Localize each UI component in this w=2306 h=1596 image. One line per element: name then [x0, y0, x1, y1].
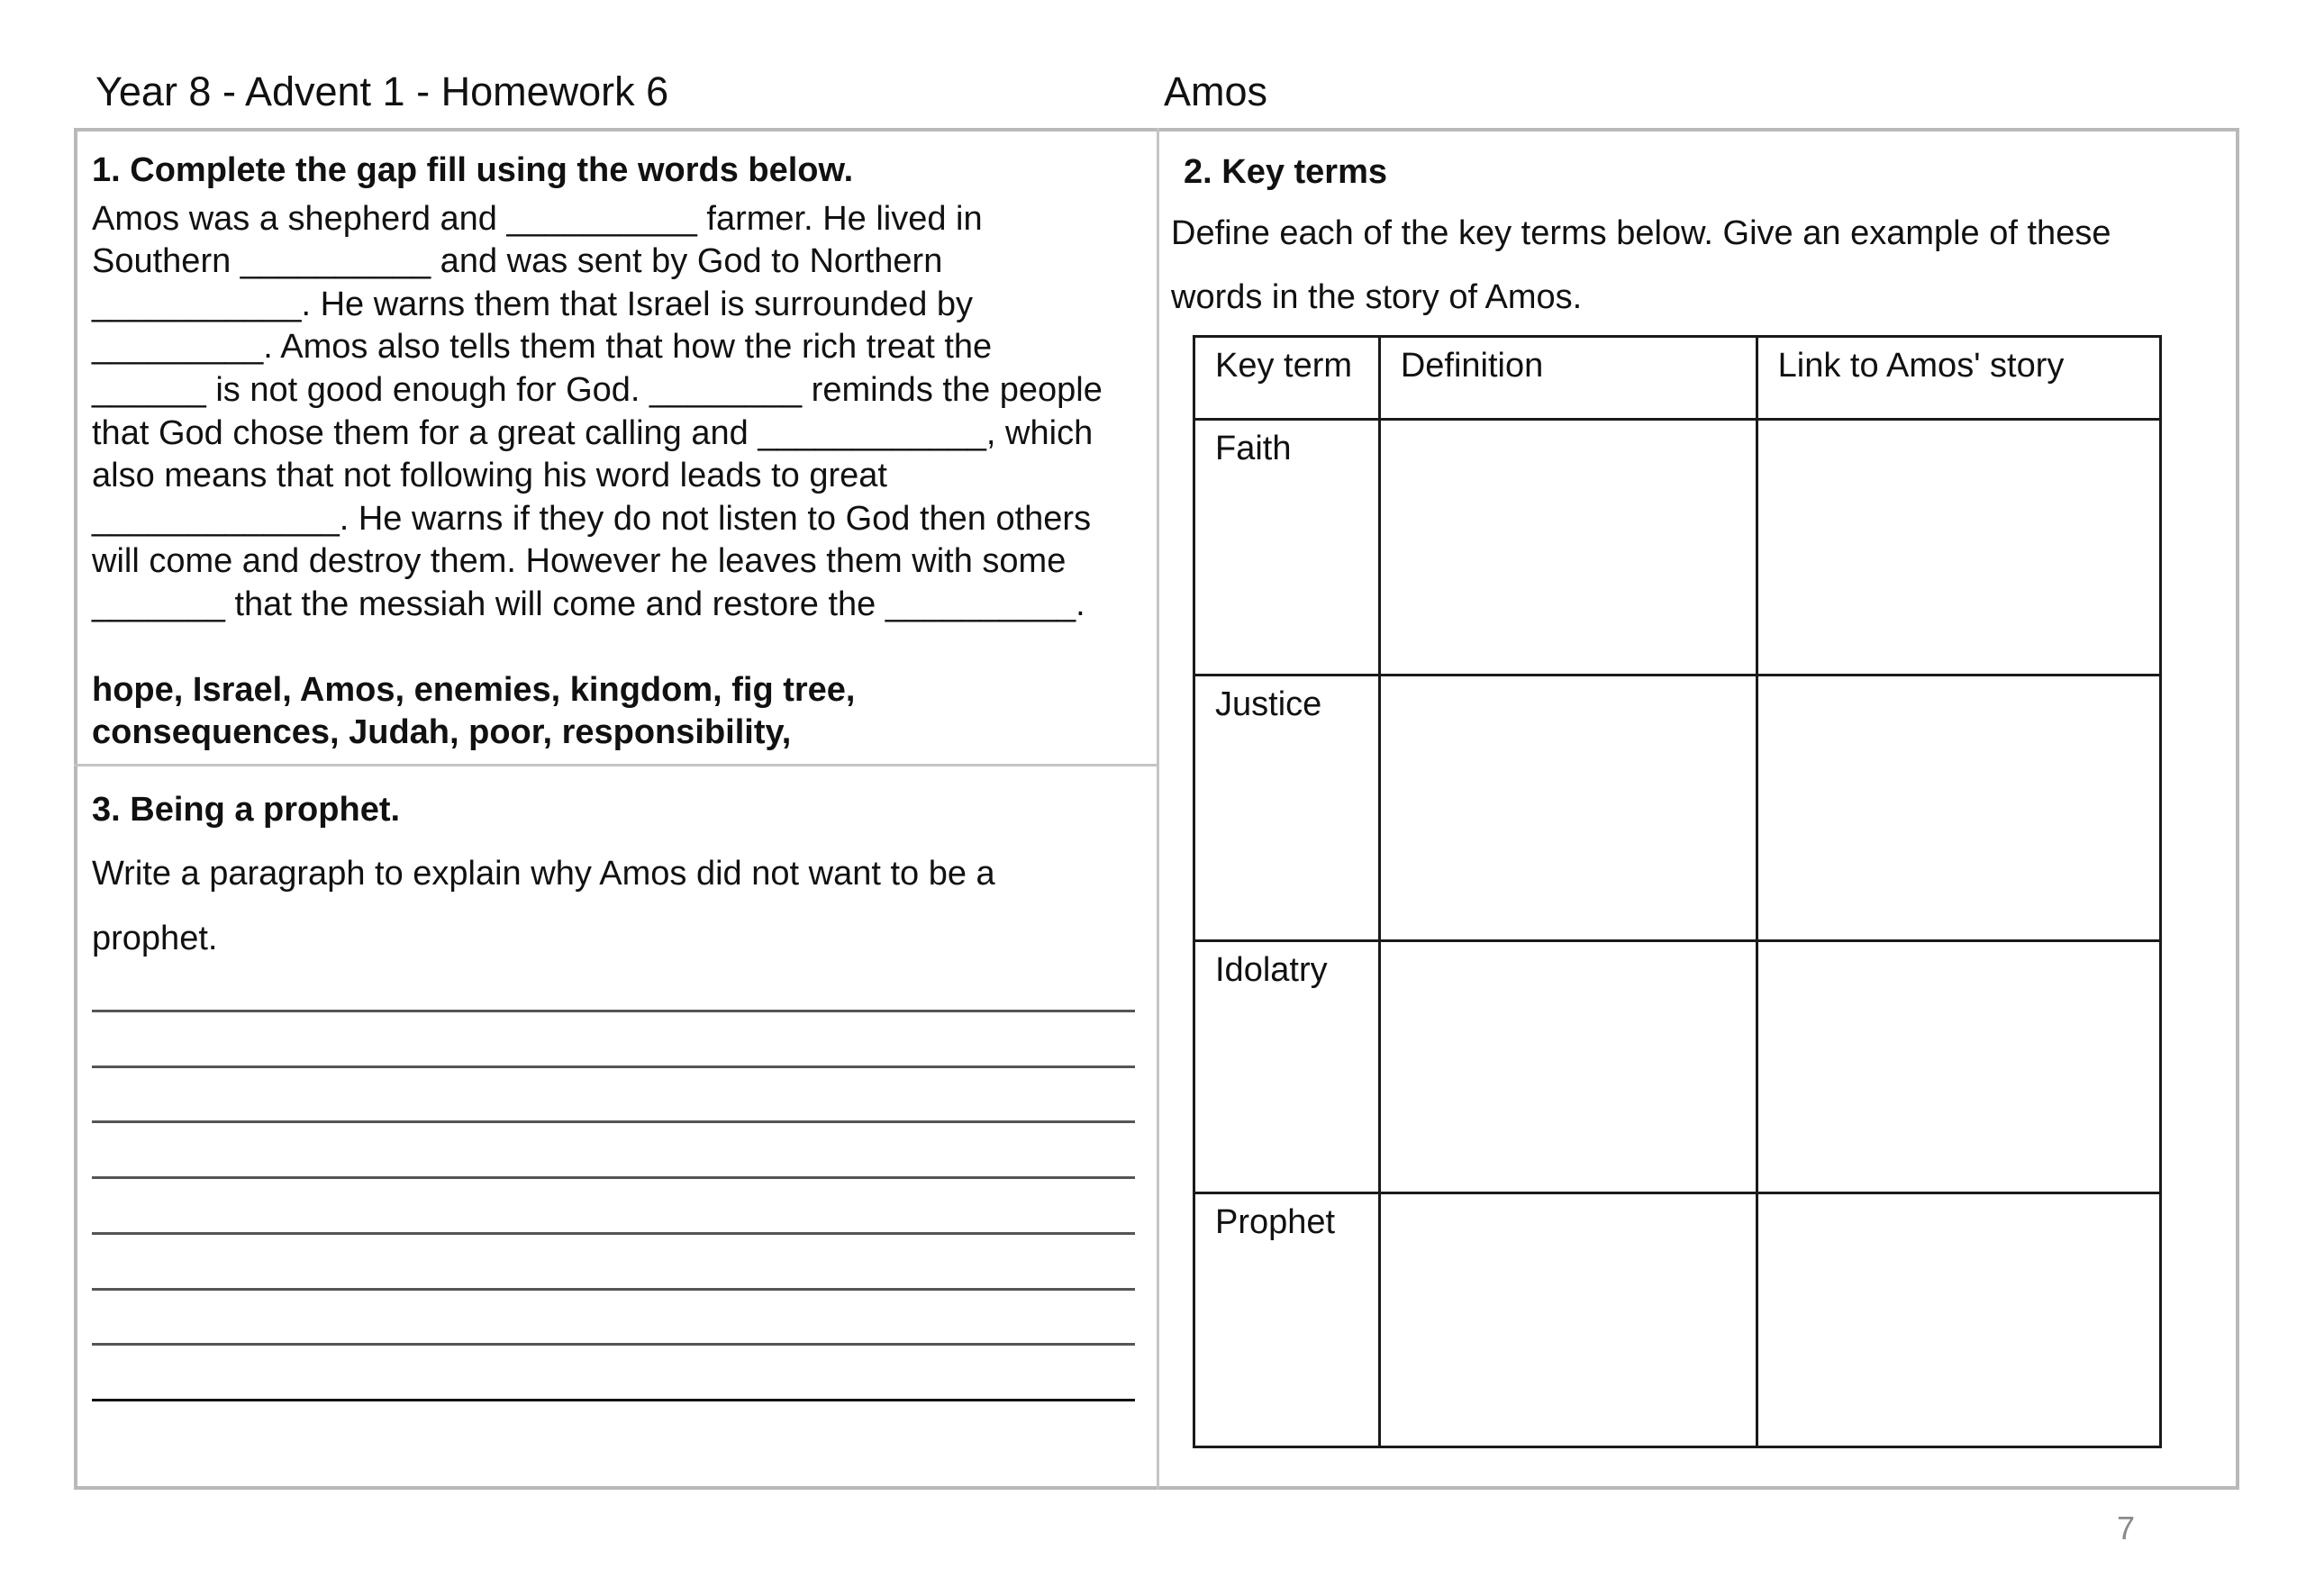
- prophet-instructions: Write a paragraph to explain why Amos did not want to be a prophet.: [92, 855, 995, 957]
- definition-cell[interactable]: [1379, 420, 1757, 676]
- gap-fill-section: [92, 150, 1155, 755]
- column-divider: [1157, 128, 1159, 1490]
- column-header-link: Link to Amos' story: [1757, 337, 2160, 420]
- worksheet-subject: Amos: [1164, 68, 1268, 114]
- prophet-heading: 3. Being a prophet.: [92, 791, 401, 829]
- definition-cell[interactable]: [1379, 1193, 1757, 1447]
- answer-line[interactable]: [92, 1010, 1135, 1012]
- table-row: [1194, 941, 2161, 1193]
- answer-line[interactable]: [92, 1343, 1135, 1346]
- key-terms-heading: 2. Key terms: [1184, 153, 1388, 191]
- answer-line[interactable]: [92, 1176, 1135, 1179]
- link-cell[interactable]: [1757, 941, 2160, 1193]
- key-term-cell: Faith: [1194, 420, 1380, 676]
- answer-line[interactable]: [92, 1232, 1135, 1235]
- table-header-row: [1194, 337, 2161, 420]
- key-term-cell: Prophet: [1194, 1193, 1380, 1447]
- gap-fill-heading: 1. Complete the gap fill using the words below.: [92, 151, 854, 189]
- definition-cell[interactable]: [1379, 941, 1757, 1193]
- link-cell[interactable]: [1757, 420, 2160, 676]
- word-bank: hope, Israel, Amos, enemies, kingdom, fig tree, consequences, Judah, poor, responsibility,: [92, 670, 856, 752]
- answer-line[interactable]: [92, 1066, 1135, 1068]
- table-row: [1194, 420, 2161, 676]
- definition-cell[interactable]: [1379, 676, 1757, 941]
- column-header-key-term: Key term: [1194, 337, 1380, 420]
- table-row: [1194, 676, 2161, 941]
- key-terms-instructions: Define each of the key terms below. Give an example of these words in the story of Amos.: [1171, 214, 2111, 316]
- answer-line[interactable]: [92, 1288, 1135, 1291]
- section-divider: [74, 764, 1158, 766]
- worksheet-title: Year 8 - Advent 1 - Homework 6: [95, 68, 669, 114]
- column-header-definition: Definition: [1379, 337, 1757, 420]
- key-term-cell: Justice: [1194, 676, 1380, 941]
- answer-line[interactable]: [92, 1120, 1135, 1123]
- gap-fill-paragraph[interactable]: Amos was a shepherd and __________ farmer. He lived in Southern __________ and was sent by God to Northern ___________. He warns them that Israel is surrounded by _________. Amos also tells them that how the rich treat the ______ is not good enough for God. ________ reminds the people that God chose them for a great calling and ____________, which also means that not following his word leads to great _____________. He warns if they do not listen to God then others will come and destroy them. However he leaves them with some _______ that the messiah will come and restore the __________.: [92, 199, 1103, 623]
- link-cell[interactable]: [1757, 1193, 2160, 1447]
- prophet-section: [92, 787, 1137, 971]
- key-term-cell: Idolatry: [1194, 941, 1380, 1193]
- key-terms-table: [1193, 335, 2162, 1448]
- page-number: 7: [2117, 1510, 2136, 1546]
- link-cell[interactable]: [1757, 676, 2160, 941]
- key-terms-section: [1171, 150, 2207, 330]
- answer-line[interactable]: [92, 1399, 1135, 1401]
- table-row: [1194, 1193, 2161, 1447]
